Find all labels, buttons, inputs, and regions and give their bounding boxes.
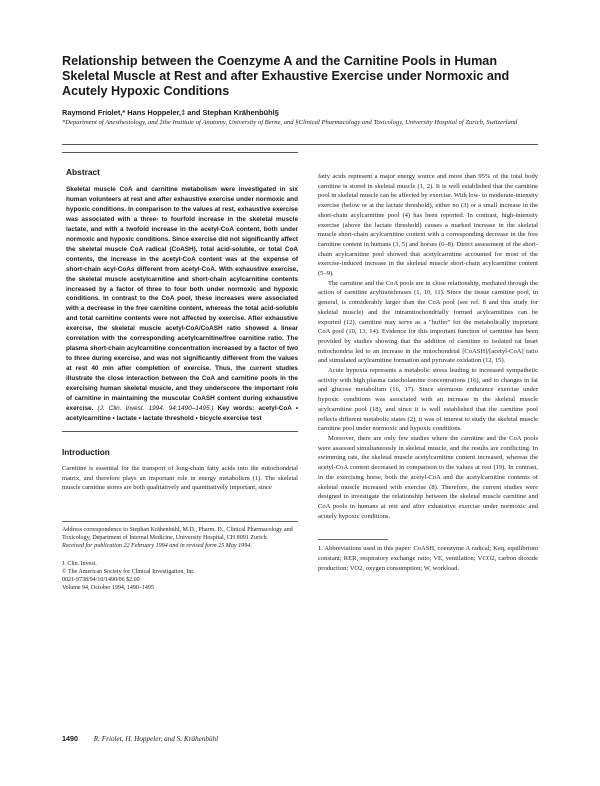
body-paragraph: Acute hypoxia represents a metabolic stress leading to increased sympathetic activity with high plasma catecholamine concentrations (16), and to changes in fat and glucose metabolism (16, 17). Since strenuous endurance exercise under hypoxic conditions was associated with an increase in the skeletal muscle acylcarnitine pool (18), and since it is well established that the carnitine pool reflects different metabolic states (2), it was of interest to study the skeletal muscle carnitine pool under normoxic and hypoxic conditions.: [318, 367, 538, 433]
left-column: [62, 152, 298, 592]
abstract-text: Skeletal muscle CoA and carnitine metabolism were investigated in six human volunteers at rest and after exhaustive exercise under normoxic and hypoxic conditions. In comparison to the values at rest, exhaustive exercise was associated with a three- to fourfold increase in the skeletal muscle lactate, and with a twofold increase in the acetyl-CoA content, both under normoxic and hypoxic conditions. Since exercise did not significantly affect the skeletal muscle CoA radical (CoASH), total acid-soluble, or total CoA contents, the increase in the acetyl-CoA content was at the expense of short-chain acyl-CoAs different from acetyl-CoA. With exhaustive exercise, the skeletal muscle acetylcarnitine and short-chain acylcarnitine contents increased by a factor of three to four both under normoxic and hypoxic conditions. In contrast to the CoA pool, these increases were associated with a decrease in the free carnitine content, whereas the total acid-soluble and total carnitine contents were not affected by exercise. After exhaustive exercise, the skeletal muscle acetyl-CoA/CoASH ratio showed a linear correlation with the corresponding acetylcarnitine/free carnitine ratio. The plasma short-chain acylcarnitine concentration increased by a factor of two to three during exercise, and was not significantly different from the values at rest 40 min after completion of exercise. Thus, the current studies illustrate the close interaction between the CoA and carnitine pools in the exercising human skeletal muscle, and they underscore the important role of carnitine in maintaining the muscular CoASH content during exhaustive exercise.: [66, 186, 298, 412]
abstract-keywords: Key words: acetyl-CoA • acetylcarnitine • lactate • lactate threshold • bicycle exercise test: [66, 404, 298, 422]
abstract-section: [62, 152, 298, 432]
abstract-heading: Abstract: [66, 167, 100, 177]
correspondence-block: [62, 526, 298, 550]
running-authors: R. Friolet, H. Hoppeler, and S. Krähenbühl: [93, 735, 219, 743]
journal-meta-line: Volume 94, October 1994, 1490–1495: [62, 585, 154, 592]
introduction-heading: Introduction: [62, 447, 110, 457]
body-paragraph: fatty acids represent a major energy source and more than 95% of the total body carnitine is stored in skeletal muscle (1, 2). It is well established that the carnitine pool in skeletal muscle can be affected by exercise. With low- to moderate-intensity exercise (below or at the lactate threshold), either no (3) or a small increase in the short-chain acylcarnitine pool (4) has been reported. In contrast, high-intensity exercise (above the lactate threshold) causes a marked increase in the skeletal muscle short-chain acylcarnitine content with a corresponding decrease in the free carnitine content in humans (3, 5) and horses (6–8). Direct assessment of the short-chain acylcarnitine pool showed that acetylcarnitine accounted for most of the exercise-induced increase in the skeletal muscle short-chain acylcarnitine content (5–9).: [318, 173, 538, 278]
correspondence-address: Address correspondence to Stephan Krähenbühl, M.D., Pharm. D., Clinical Pharmacology and Toxicology, Department of Internal Medicine, University Hospital, CH 8091 Zurich.: [62, 526, 293, 542]
body-paragraph: The carnitine and the CoA pools are in close relationship, mediated through the action of carnitine acyltransferases (1, 10, 11). Since the tissue carnitine pool, in general, is considerably larger than the CoA pool (see ref. 8 and this study for skeletal muscle) and the intramitochondrially formed acylcarnitines can be exported (12), carnitine may serve as a "buffer" for the metabolically important CoA pool (10, 13, 14). Evidence for this important function of carnitine has been provided by studies showing that the addition of carnitine to isolated rat heart mitochondria led to an increase in the mitochondrial [CoASH]/[acetyl-CoA] ratio and stimulated acylcarnitine formation and pyruvate oxidation (12, 15).: [318, 279, 538, 365]
journal-meta: [62, 560, 298, 592]
journal-meta-line: © The American Society for Clinical Investigation, Inc.: [62, 569, 196, 576]
body-paragraph: Moreover, there are only few studies where the carnitine and the CoA pools were assessed simultaneously in skeletal muscle, and the results are conflicting. In swimming rats, the skeletal muscle acetylcarnitine content increased, whereas the acetyl-CoA content decreased in comparison to the values at rest (19). In contrast, in the exercising horse, both the acetyl-CoA and the acetylcarnitine contents of skeletal muscle increased with exercise (8). Therefore, the current studies were designed to investigate the relationship between the skeletal muscle carnitine and CoA pools in humans at rest and after exhaustive exercise under normoxic and acutely hypoxic conditions.: [318, 434, 538, 520]
footnote-rule: [318, 539, 388, 540]
right-column: [318, 172, 538, 573]
page-number: 1490: [62, 734, 78, 743]
paper-title: Relationship between the Coenzyme A and the Carnitine Pools in Human Skeletal Muscle at Rest and after Exhaustive Exercise under Normoxic and Acutely Hypoxic Conditions: [62, 54, 510, 98]
author-list: Raymond Friolet,* Hans Hoppeler,‡ and Stephan Krähenbühl§: [62, 108, 279, 117]
abstract-citation: (J. Clin. Invest. 1994. 94:1490–1495.): [97, 404, 214, 412]
abstract-body: [66, 185, 298, 424]
correspondence-rule: [62, 521, 298, 522]
affiliations: *Department of Anesthesiology, and ‡the Institute of Anatomy, University of Berne, and §Clinical Pharmacology and Toxicology, University Hospital of Zurich, Switzerland: [62, 119, 518, 126]
journal-meta-line: J. Clin. Invest.: [62, 561, 97, 568]
journal-meta-line: 0021-9738/94/10/1490/06 $2.00: [62, 577, 140, 584]
introduction-text: Carnitine is essential for the transport of long-chain fatty acids into the mitochondrial matrix, and therefore plays an important role in energy metabolism (1). The skeletal muscle carnitine stores are both qualitatively and quantitatively important, since: [62, 464, 298, 492]
abbreviations-footnote: 1. Abbreviations used in this paper: CoASH, coenzyme A radical; Keq, equilibrium constant; RER, respiratory exchange ratio; VE, ventilation; VCO2, carbon dioxide production; VO2, oxygen consumption; W, workload.: [318, 545, 538, 572]
page-footer: [62, 734, 542, 743]
header-divider: [62, 144, 538, 145]
received-dates: Received for publication 22 February 1994 and in revised form 25 May 1994.: [62, 543, 252, 550]
